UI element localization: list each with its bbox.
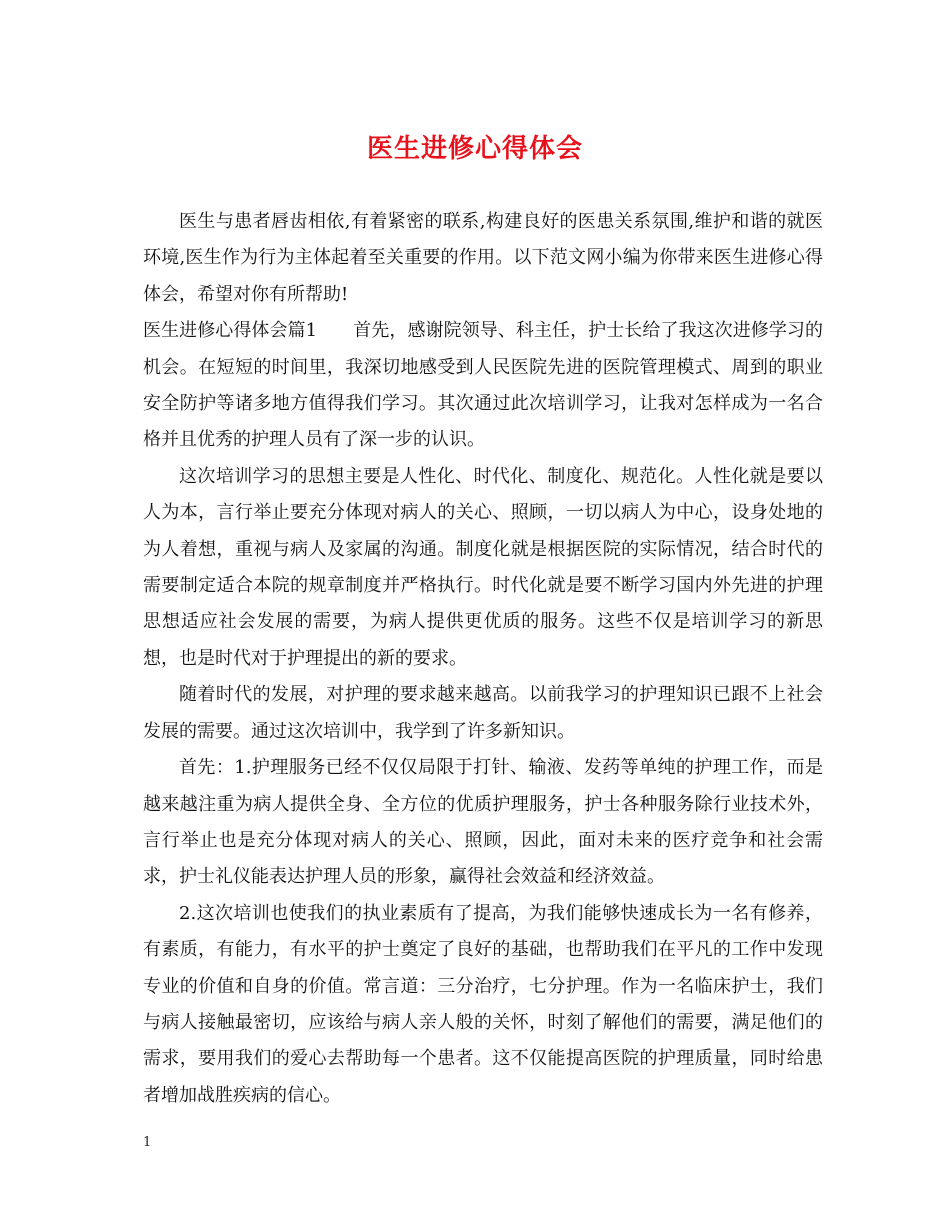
document-title: 医生进修心得体会 (366, 134, 583, 164)
paragraph-development: 随着时代的发展，对护理的要求越来越高。以前我学习的护理知识已跟不上社会发展的需要。通过这次培训中，我学到了许多新知识。 (143, 684, 823, 742)
paragraph-section-1: 医生进修心得体会篇1 首先，感谢院领导、科主任，护士长给了我这次进修学习的机会。在短短的时间里，我深切地感受到人民医院先进的医院管理模式、周到的职业安全防护等诸多地方值得我们学习。其次通过此次培训学习，让我对怎样成为一名合格并且优秀的护理人员有了深一步的认识。 (143, 320, 823, 451)
paragraph-point-1: 首先：1.护理服务已经不仅仅局限于打针、输液、发药等单纯的护理工作，而是越来越注重为病人提供全身、全方位的优质护理服务，护士各种服务除行业技术外，言行举止也是充分体现对病人的关心、照顾，因此，面对未来的医疗竞争和社会需求，护士礼仪能表达护理人员的形象，赢得社会效益和经济效益。 (143, 757, 823, 888)
paragraph-point-2: 2.这次培训也使我们的执业素质有了提高，为我们能够快速成长为一名有修养，有素质，有能力，有水平的护士奠定了良好的基础，也帮助我们在平凡的工作中发现专业的价值和自身的价值。常言道：三分治疗，七分护理。作为一名临床护士，我们与病人接触最密切，应该给与病人亲人般的关怀，时刻了解他们的需要，满足他们的需求，要用我们的爱心去帮助每一个患者。这不仅能提高医院的护理质量，同时给患者增加战胜疾病的信心。 (143, 902, 823, 1106)
paragraph-intro: 医生与患者唇齿相依,有着紧密的联系,构建良好的医患关系氛围,维护和谐的就医环境,医生作为行为主体起着至关重要的作用。以下范文网小编为你带来医生进修心得体会，希望对你有所帮助! (143, 211, 823, 305)
paragraph-training-ideas: 这次培训学习的思想主要是人性化、时代化、制度化、规范化。人性化就是要以人为本，言行举止要充分体现对病人的关心、照顾，一切以病人为中心，设身处地的为人着想，重视与病人及家属的沟通。制度化就是根据医院的实际情况，结合时代的需要制定适合本院的规章制度并严格执行。时代化就是要不断学习国内外先进的护理思想适应社会发展的需要，为病人提供更优质的服务。这些不仅是培训学习的新思想，也是时代对于护理提出的新的要求。 (143, 465, 823, 669)
page-number: 1 (143, 1135, 152, 1150)
document-body (143, 204, 823, 1114)
